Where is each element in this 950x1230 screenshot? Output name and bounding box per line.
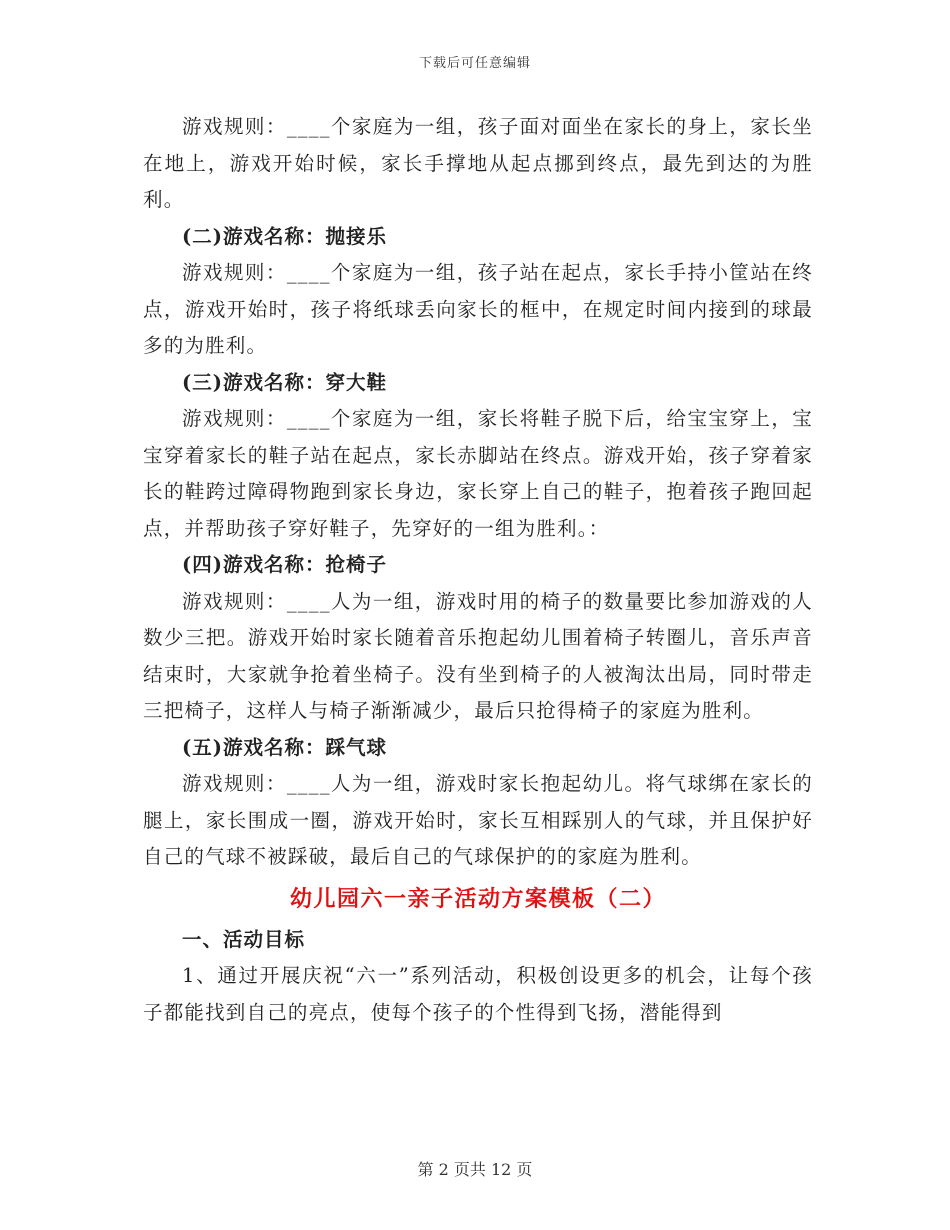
- rule-paragraph-2: 游戏规则：____个家庭为一组，孩子站在起点，家长手持小筐站在终点，游戏开始时，孩子将纸球丢向家长的框中，在规定时间内接到的球最多的为胜利。: [143, 261, 813, 357]
- game-heading-5: (五)游戏名称：踩气球: [182, 735, 387, 759]
- game-heading-3: (三)游戏名称：穿大鞋: [182, 370, 387, 394]
- document-body: [143, 109, 813, 1031]
- game-heading-4: (四)游戏名称：抢椅子: [182, 553, 387, 576]
- rule-paragraph-3: 游戏规则：____个家庭为一组，家长将鞋子脱下后，给宝宝穿上，宝宝穿着家长的鞋子站在起点，家长赤脚站在终点。游戏开始，孩子穿着家长的鞋跨过障碍物跑到家长身边，家长穿上自己的鞋子，抱着孩子跑回起点，并帮助孩子穿好鞋子，先穿好的一组为胜利。：: [143, 407, 813, 540]
- activity-goals-heading: 一、活动目标: [182, 927, 306, 951]
- goal-paragraph-1: 1、通过开展庆祝“六一”系列活动，积极创设更多的机会，让每个孩子都能找到自己的亮点，使每个孩子的个性得到飞扬，潜能得到: [143, 964, 813, 1024]
- rule-paragraph-1: 游戏规则：____个家庭为一组，孩子面对面坐在家长的身上，家长坐在地上，游戏开始时候，家长手撑地从起点挪到终点，最先到达的为胜利。: [143, 115, 813, 211]
- page-footer: 第 2 页共 12 页: [417, 1160, 533, 1179]
- rule-paragraph-4: 游戏规则：____人为一组，游戏时用的椅子的数量要比参加游戏的人数少三把。游戏开始时家长随着音乐抱起幼儿围着椅子转圈儿，音乐声音结束时，大家就争抢着坐椅子。没有坐到椅子的人被淘汰出局，同时带走三把椅子，这样人与椅子渐渐减少，最后只抢得椅子的家庭为胜利。: [143, 589, 813, 722]
- section-title: 幼儿园六一亲子活动方案模板（二）: [289, 885, 666, 912]
- game-heading-2: (二)游戏名称：抛接乐: [182, 224, 387, 248]
- rule-paragraph-5: 游戏规则：____人为一组，游戏时家长抱起幼儿。将气球绑在家长的腿上，家长围成一圈，游戏开始时，家长互相踩别人的气球，并且保护好自己的气球不被踩破，最后自己的气球保护的的家庭为胜利。: [143, 772, 813, 868]
- page-header: 下载后可任意编辑: [418, 56, 531, 71]
